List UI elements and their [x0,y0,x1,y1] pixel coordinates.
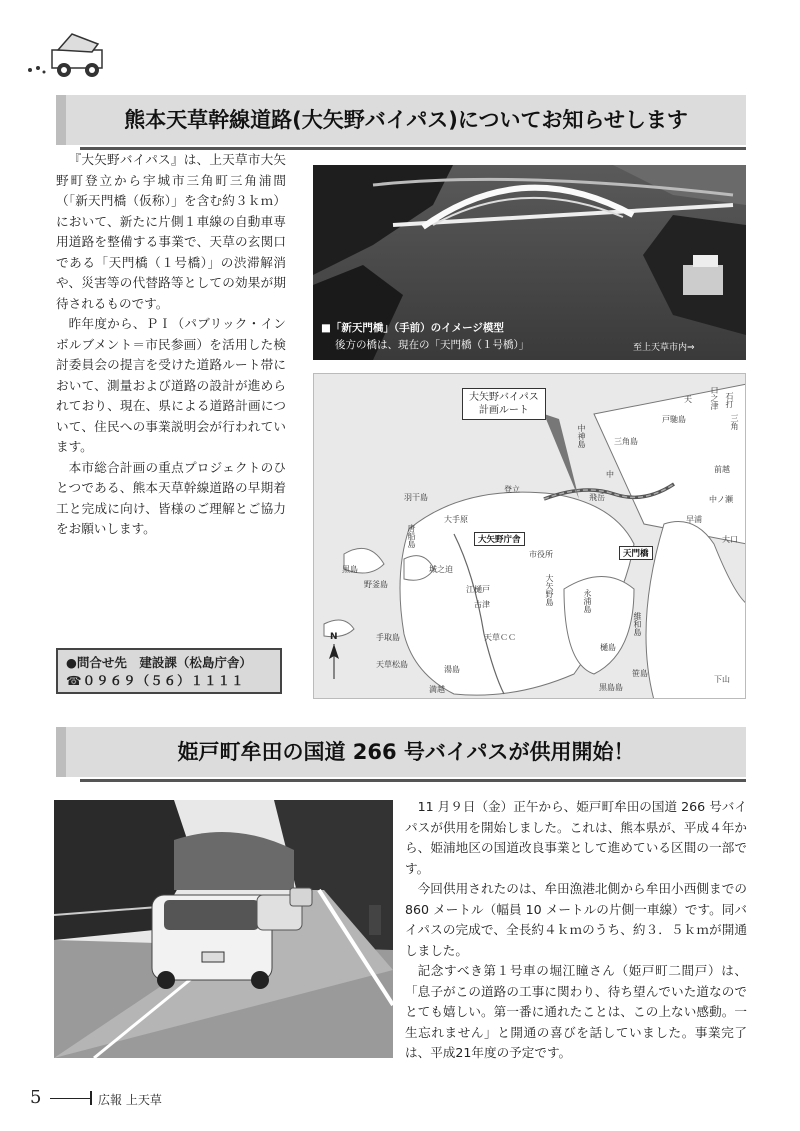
map-label: 大手原 [444,515,468,524]
map-label: 唐船島 [407,524,416,548]
contact-phone: ☎０９６９（５６）１１１１ [66,673,245,688]
map-label: 大矢野島 [545,574,554,606]
map-label: 中神島 [577,424,586,448]
footer-rule [50,1098,90,1099]
map-label-bridge: 天門橋 [619,546,653,560]
footer-divider [90,1091,92,1105]
map-label: 天草松島 [376,660,408,669]
map-label: 大口 [722,535,738,544]
map-label: 中ノ瀬 [709,495,733,504]
map-label: 登立 [504,485,520,494]
article1-heading: 熊本天草幹線道路(大矢野バイパス)についてお知らせします [56,95,746,145]
map-route-callout [462,388,546,420]
article1-paragraph: 本市総合計画の重点プロジェクトのひとつである、熊本天草幹線道路の早期着工と完成に向け、皆様のご理解とご協力をお願いします。 [56,459,286,536]
article2-heading: 姫戸町牟田の国道 266 号バイパスが供用開始！ [56,727,746,777]
article1-paragraph: 昨年度から、ＰＩ（パブリック・インボルブメント＝市民参画）を活用した検討委員会の提言を受けた道路ルート帯において、測量および道路の設計が進められており、現在、県による道路計画について、住民への事業説明会が行われています。 [56,316,286,454]
map-label: 城之迫 [429,565,453,574]
article2-body [405,797,747,1064]
article1-paragraph: 『大矢野バイパス』は、上天草市大矢野町登立から宇城市三角町三角浦間（「新天門橋（仮称）」を含む約３ｋｍ）において、新たに片側１車線の自動車専用道路を整備する事業で、天草の玄関口である「天門橋（１号橋）」の渋滞解消や、災害等の代替路等としての効果が期待されるものです。 [56,152,286,311]
map-label: 中 [606,470,614,479]
road-opening-photo [54,800,393,1058]
map-label: 天 [684,395,692,404]
article2-paragraph: 記念すべき第１号車の堀江瞳さん（姫戸町二間戸）は、「息子がこの道路の工事に関わり、待ち望んでいた道なのでとても嬉しい。第一番に通れたことは、この上ない感動。一生忘れません」と開通の喜びを話していました。事業完了は、平成21年度の予定です。 [405,963,747,1060]
map-label: 三角 [730,414,739,430]
map-label: 笹島 [632,669,648,678]
map-label: 黒島島 [599,683,623,692]
road-opening-image [54,800,393,1058]
contact-box [56,648,282,694]
map-route-label-2: 計画ルート [478,405,529,416]
map-label: 維和島 [633,612,642,636]
map-label: 前越 [714,465,730,474]
map-label: 古津 [474,600,490,609]
map-label: 三角島 [614,437,638,446]
photo-direction-label: 至上天草市内⇒ [633,343,695,353]
map-label: 江樋戸 [466,585,490,594]
publication-name: 広報 上天草 [98,1093,162,1107]
map-label: 石打 [725,392,734,408]
map-label: 羽干島 [404,493,428,502]
map-label: 下山 [714,675,730,684]
map-north-label: N [330,632,338,642]
article2-paragraph: 11 月９日（金）正午から、姫戸町牟田の国道 266 号バイパスが供用を開始しました。これは、熊本県が、平成４年から、姫浦地区の国道改良事業として進めている区間の一部です。 [405,799,747,876]
route-map [313,373,746,699]
map-label: 黒島 [342,565,358,574]
map-label: 市役所 [529,550,553,559]
map-label: 早浦 [686,515,702,524]
photo-caption-title: ■「新天門橋」（手前）のイメージ模型 [321,322,504,334]
article1-body [56,150,286,540]
map-label: 手取島 [376,633,400,642]
map-route-label-1: 大矢野バイパス [469,392,539,403]
page-number: 5 [30,1087,42,1108]
map-label: 満越 [429,685,445,694]
map-label: 湯島 [444,665,460,674]
map-label: 飛岳 [589,493,605,502]
map-label: 天草ＣＣ [484,633,516,642]
photo-caption-subtitle: 後方の橋は、現在の「天門橋（１号橋）」 [335,339,530,351]
map-label: 永浦島 [583,589,592,613]
map-label: 野釜島 [364,580,388,589]
map-label: 口之津 [710,386,719,410]
map-label: 樋島 [600,643,616,652]
truck-icon [22,30,112,80]
contact-department: ●問合せ先 建設課（松島庁舎） [66,655,252,670]
bridge-model-photo [313,165,746,360]
article2-paragraph: 今回供用されたのは、牟田漁港北側から牟田小西側までの 860 メートル（幅員 10 メートルの片側一車線）です。同バイパスの完成で、全長約４ｋｍのうち、約３．５ｋｍが開通しました。 [405,881,747,958]
map-label-office: 大矢野庁舎 [474,532,525,546]
map-label: 戸馳島 [662,415,686,424]
